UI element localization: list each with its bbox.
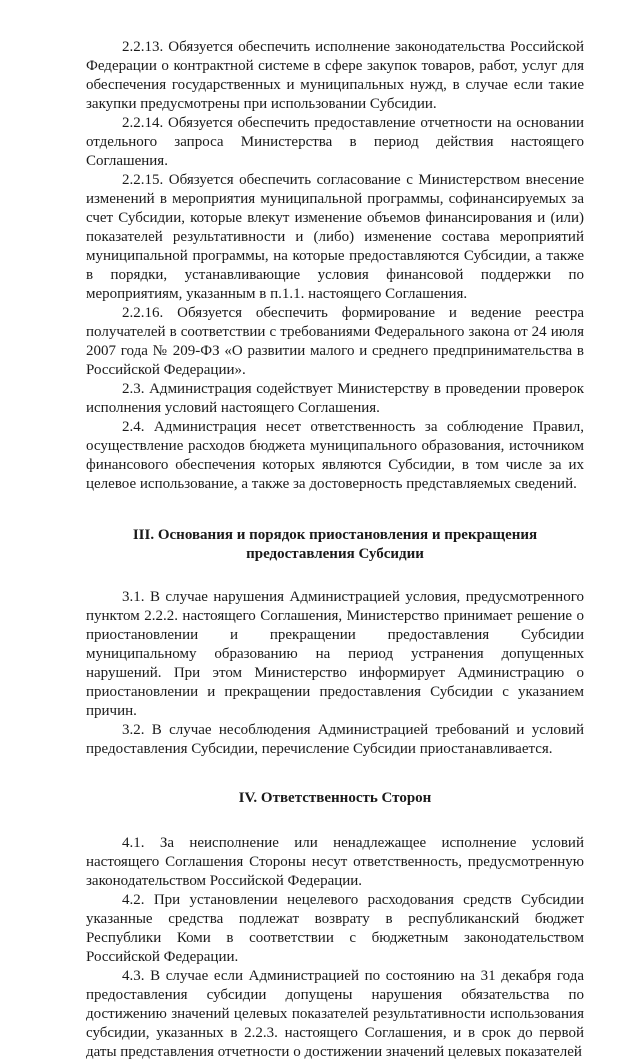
paragraph-4-2: 4.2. При установлении нецелевого расходования средств Субсидии указанные средства подлежат возврату в республиканский бюджет Республики Коми в соответствии с бюджетным законодательством Российской Федерации. (86, 892, 584, 965)
section-4-heading: IV. Ответственность Сторон (238, 790, 432, 806)
paragraph-3-2: 3.2. В случае несоблюдения Администрацией требований и условий предоставления Субсидии, перечисление Субсидии приостанавливается. (86, 722, 584, 757)
paragraph-2-2-14: 2.2.14. Обязуется обеспечить предоставление отчетности на основании отдельного запроса Министерства в период действия настоящего Соглашения. (86, 115, 584, 169)
paragraph-2-2-15: 2.2.15. Обязуется обеспечить согласование с Министерством внесение изменений в мероприятия муниципальной программы, софинансируемых за счет Субсидии, которые влекут изменение объемов финансирования и (или) показателей результативности и (либо) изменение состава мероприятий муниципальной программы, на которые предоставляются Субсидии, а также в порядки, устанавливающие условия финансовой поддержки по мероприятиям, указанным в п.1.1. настоящего Соглашения. (86, 172, 584, 302)
section-3-heading-line2: предоставления Субсидии (246, 546, 424, 562)
paragraph-4-1: 4.1. За неисполнение или ненадлежащее исполнение условий настоящего Соглашения Стороны несут ответственность, предусмотренную законодательством Российской Федерации. (86, 835, 584, 889)
paragraph-2-4: 2.4. Администрация несет ответственность за соблюдение Правил, осуществление расходов бюджета муниципального образования, источником финансового обеспечения которых являются Субсидии, в том числе за их целевое использование, а также за достоверность представляемых сведений. (86, 419, 584, 492)
section-3-heading (86, 526, 584, 564)
paragraph-2-2-16: 2.2.16. Обязуется обеспечить формирование и ведение реестра получателей в соответствии с требованиями Федерального закона от 24 июля 2007 года № 209-ФЗ «О развитии малого и среднего предпринимательства в Российской Федерации». (86, 305, 584, 378)
section-3-heading-line1: III. Основания и порядок приостановления и прекращения (132, 527, 538, 543)
paragraph-2-2-13: 2.2.13. Обязуется обеспечить исполнение законодательства Российской Федерации о контрактной системе в сфере закупок товаров, работ, услуг для обеспечения государственных и муниципальных нужд, в случае если такие закупки предусмотрены при использовании Субсидии. (86, 39, 584, 112)
paragraph-3-1: 3.1. В случае нарушения Администрацией условия, предусмотренного пунктом 2.2.2. настоящего Соглашения, Министерство принимает решение о приостановлении и прекращении предоставления Субсидии муниципальному образованию на период устранения допущенных нарушений. При этом Министерство информирует Администрацию о приостановлении и прекращении предоставления Субсидии с указанием причин. (86, 589, 584, 719)
paragraph-2-3: 2.3. Администрация содействует Министерству в проведении проверок исполнения условий настоящего Соглашения. (86, 381, 584, 416)
paragraph-4-3: 4.3. В случае если Администрацией по состоянию на 31 декабря года предоставления субсидии допущены нарушения обязательства по достижению значений целевых показателей результативности использования субсидии, указанных в 2.2.3. настоящего Соглашения, и в срок до первой даты представления отчетности о достижении значений целевых показателей (86, 968, 584, 1060)
